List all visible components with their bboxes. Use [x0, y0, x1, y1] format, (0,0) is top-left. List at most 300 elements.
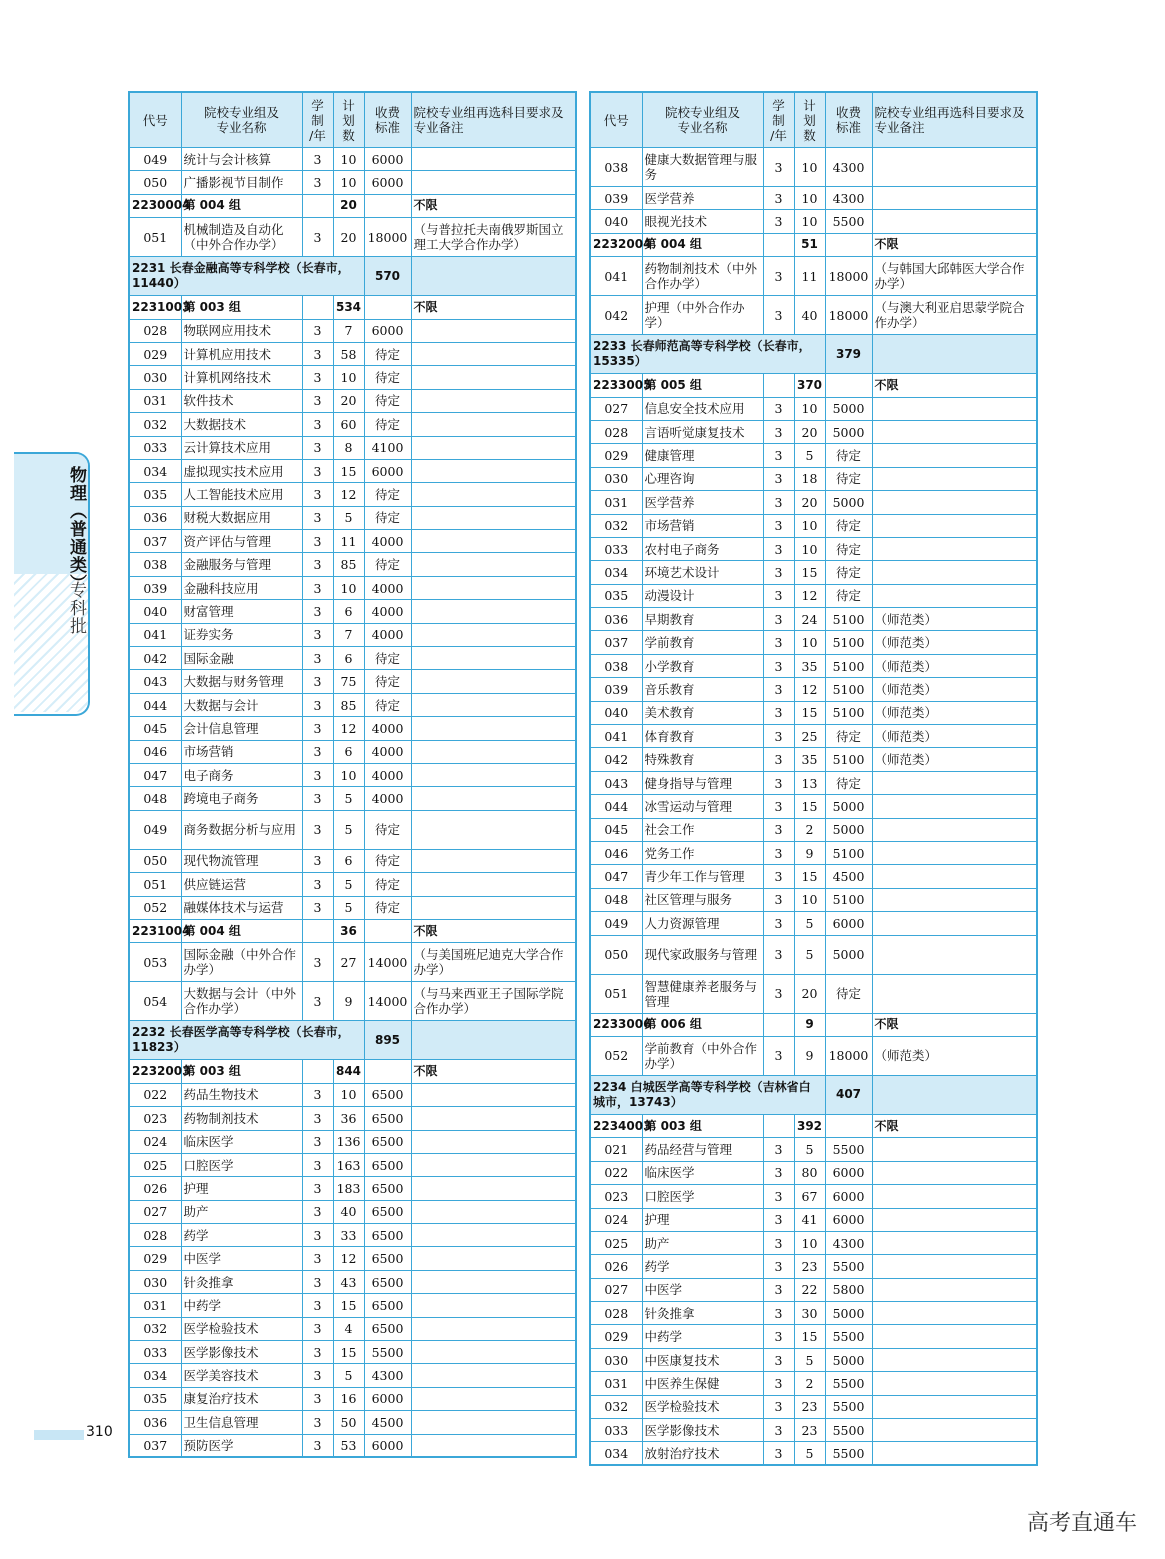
fee-cell: 待定	[364, 342, 411, 365]
fee-cell: 待定	[825, 537, 872, 560]
table-row	[129, 1387, 576, 1410]
table-row	[590, 561, 1037, 584]
major-name-cell: 软件技术	[181, 389, 302, 412]
empty-cell	[411, 1021, 576, 1060]
years-cell: 3	[763, 888, 794, 911]
code-cell: 032	[590, 514, 642, 537]
plan-cell: 20	[794, 420, 825, 443]
years-cell: 3	[302, 1083, 333, 1106]
plan-cell: 41	[794, 1208, 825, 1231]
plan-cell: 10	[794, 888, 825, 911]
fee-cell: 5000	[825, 818, 872, 841]
table-row	[129, 849, 576, 872]
plan-cell: 7	[333, 319, 364, 342]
years-cell: 3	[763, 1036, 794, 1075]
fee-cell: 6500	[364, 1177, 411, 1200]
major-name-cell: 护理	[181, 1177, 302, 1200]
code-cell: 027	[129, 1200, 181, 1223]
note-cell	[872, 1442, 1037, 1465]
header-fee: 收费 标准	[825, 92, 872, 148]
years-cell: 3	[302, 982, 333, 1021]
table-row	[129, 717, 576, 740]
major-name-cell: 农村电子商务	[642, 537, 763, 560]
fee-cell: 5000	[825, 795, 872, 818]
major-name-cell: 中医学	[642, 1278, 763, 1301]
fee-cell: 6500	[364, 1130, 411, 1153]
header-name: 院校专业组及 专业名称	[181, 92, 302, 148]
code-cell: 045	[590, 818, 642, 841]
note-cell	[872, 444, 1037, 467]
years-cell: 3	[302, 389, 333, 412]
plan-cell: 5	[794, 912, 825, 935]
note-cell: （与美国班尼迪克大学合作办学）	[411, 943, 576, 982]
fee-cell: 待定	[364, 693, 411, 716]
plan-cell: 12	[333, 483, 364, 506]
major-name-cell: 口腔医学	[642, 1185, 763, 1208]
header-plan: 计 划 数	[333, 92, 364, 148]
table-row	[129, 1270, 576, 1293]
code-cell: 026	[129, 1177, 181, 1200]
plan-cell: 20	[333, 218, 364, 257]
fee-cell: 待定	[825, 584, 872, 607]
group-row	[129, 194, 576, 217]
plan-cell: 36	[333, 919, 364, 942]
table-row	[129, 1107, 576, 1130]
plan-cell: 5	[794, 444, 825, 467]
plan-cell: 23	[794, 1419, 825, 1442]
code-cell: 028	[129, 319, 181, 342]
table-row	[590, 187, 1037, 210]
table-row	[129, 600, 576, 623]
years-cell: 3	[302, 1153, 333, 1176]
code-cell: 049	[129, 810, 181, 849]
note-cell: （与马来西亚王子国际学院合作办学）	[411, 982, 576, 1021]
table-row	[129, 1317, 576, 1340]
years-cell: 3	[763, 491, 794, 514]
plan-cell: 15	[794, 561, 825, 584]
note-cell	[411, 413, 576, 436]
fee-cell: 6500	[364, 1107, 411, 1130]
fee-cell: 4000	[364, 576, 411, 599]
note-cell	[872, 841, 1037, 864]
plan-cell: 5	[333, 810, 364, 849]
enrollment-table-right	[589, 91, 1038, 1466]
table-row	[129, 623, 576, 646]
code-cell: 033	[590, 537, 642, 560]
code-cell: 032	[590, 1395, 642, 1418]
fee-cell: 6500	[364, 1270, 411, 1293]
plan-cell: 5	[333, 896, 364, 919]
note-cell	[411, 623, 576, 646]
major-name-cell: 药品经营与管理	[642, 1138, 763, 1161]
plan-cell: 40	[333, 1200, 364, 1223]
header-note: 院校专业组再选科目要求及专业备注	[411, 92, 576, 148]
plan-cell: 20	[794, 491, 825, 514]
major-name-cell: 融媒体技术与运营	[181, 896, 302, 919]
table-row	[129, 787, 576, 810]
empty-cell	[872, 335, 1037, 374]
years-cell	[763, 374, 794, 397]
plan-cell: 15	[794, 1325, 825, 1348]
table-row	[590, 748, 1037, 771]
code-cell: 053	[129, 943, 181, 982]
code-cell: 030	[129, 1270, 181, 1293]
years-cell: 3	[302, 1364, 333, 1387]
fee-cell: 4300	[364, 1364, 411, 1387]
major-name-cell: 药物制剂技术（中外合作办学）	[642, 257, 763, 296]
plan-cell: 18	[794, 467, 825, 490]
code-cell: 050	[129, 849, 181, 872]
years-cell: 3	[763, 912, 794, 935]
plan-cell: 5	[333, 787, 364, 810]
fee-cell: 6000	[364, 459, 411, 482]
plan-cell: 10	[794, 514, 825, 537]
code-cell: 027	[590, 397, 642, 420]
table-row	[590, 608, 1037, 631]
table-row	[590, 1185, 1037, 1208]
table-row	[590, 1372, 1037, 1395]
note-cell: （师范类）	[872, 725, 1037, 748]
fee-cell: 5500	[825, 1325, 872, 1348]
fee-cell: 待定	[825, 467, 872, 490]
table-row	[129, 1177, 576, 1200]
plan-cell: 40	[794, 296, 825, 335]
table-row	[590, 678, 1037, 701]
note-cell	[411, 436, 576, 459]
plan-cell: 6	[333, 600, 364, 623]
code-cell: 035	[129, 1387, 181, 1410]
major-name-cell: 中药学	[642, 1325, 763, 1348]
plan-cell: 10	[333, 148, 364, 171]
major-name-cell: 放射治疗技术	[642, 1442, 763, 1465]
plan-cell: 9	[794, 1013, 825, 1036]
table-row	[129, 763, 576, 786]
code-cell: 041	[129, 623, 181, 646]
major-name-cell: 环境艺术设计	[642, 561, 763, 584]
plan-cell: 2	[794, 818, 825, 841]
years-cell: 3	[302, 319, 333, 342]
code-cell: 031	[129, 389, 181, 412]
plan-cell: 20	[333, 389, 364, 412]
fee-cell: 5500	[825, 210, 872, 233]
major-name-cell: 第 004 组	[642, 233, 763, 256]
note-cell	[872, 771, 1037, 794]
fee-cell: 6000	[364, 319, 411, 342]
years-cell: 3	[763, 771, 794, 794]
fee-cell: 14000	[364, 982, 411, 1021]
plan-cell: 33	[333, 1224, 364, 1247]
note-cell	[411, 1177, 576, 1200]
years-cell: 3	[302, 576, 333, 599]
fee-cell: 待定	[364, 366, 411, 389]
note-cell	[411, 896, 576, 919]
note-cell	[411, 1411, 576, 1434]
note-cell	[411, 553, 576, 576]
plan-cell: 5	[794, 1138, 825, 1161]
code-cell: 044	[129, 693, 181, 716]
major-name-cell: 金融科技应用	[181, 576, 302, 599]
fee-cell: 6500	[364, 1200, 411, 1223]
code-cell: 038	[590, 654, 642, 677]
table-row	[590, 1036, 1037, 1075]
years-cell: 3	[763, 1231, 794, 1254]
years-cell: 3	[302, 1107, 333, 1130]
fee-cell: 6000	[825, 1185, 872, 1208]
table-row	[129, 389, 576, 412]
years-cell: 3	[763, 1255, 794, 1278]
fee-cell: 待定	[364, 810, 411, 849]
enrollment-table-left	[128, 91, 577, 1458]
table-row	[590, 818, 1037, 841]
years-cell: 3	[302, 459, 333, 482]
plan-cell: 12	[333, 1247, 364, 1270]
major-name-cell: 言语听觉康复技术	[642, 420, 763, 443]
major-name-cell: 学前教育	[642, 631, 763, 654]
code-cell: 029	[590, 1325, 642, 1348]
fee-cell: 6000	[825, 912, 872, 935]
years-cell: 3	[763, 974, 794, 1013]
major-name-cell: 会计信息管理	[181, 717, 302, 740]
code-cell: 036	[590, 608, 642, 631]
table-row	[590, 444, 1037, 467]
note-cell	[872, 1231, 1037, 1254]
page-number-bar	[34, 1430, 84, 1440]
plan-cell: 51	[794, 233, 825, 256]
plan-cell: 85	[333, 553, 364, 576]
code-cell: 033	[129, 436, 181, 459]
code-cell: 047	[590, 865, 642, 888]
major-name-cell: 健康大数据管理与服务	[642, 148, 763, 187]
fee-cell: 4000	[364, 600, 411, 623]
table-row	[590, 491, 1037, 514]
fee-cell: 18000	[825, 257, 872, 296]
years-cell: 3	[302, 1434, 333, 1457]
note-cell	[411, 1083, 576, 1106]
years-cell: 3	[763, 467, 794, 490]
batch-label: 专科批	[66, 581, 86, 635]
fee-cell: 待定	[825, 725, 872, 748]
years-cell: 3	[763, 631, 794, 654]
code-cell: 024	[590, 1208, 642, 1231]
major-name-cell: 体育教育	[642, 725, 763, 748]
group-row	[590, 233, 1037, 256]
code-cell: 043	[129, 670, 181, 693]
plan-cell: 5	[794, 1348, 825, 1371]
table-row	[590, 841, 1037, 864]
school-plan-count: 407	[825, 1075, 872, 1114]
table-row	[129, 1294, 576, 1317]
code-cell: 042	[590, 296, 642, 335]
fee-cell: 5100	[825, 631, 872, 654]
table-row	[129, 413, 576, 436]
years-cell: 3	[763, 654, 794, 677]
plan-cell: 50	[333, 1411, 364, 1434]
plan-cell: 43	[333, 1270, 364, 1293]
years-cell: 3	[302, 670, 333, 693]
note-cell: （师范类）	[872, 748, 1037, 771]
fee-cell: 6500	[364, 1224, 411, 1247]
plan-cell: 12	[794, 584, 825, 607]
major-name-cell: 药品生物技术	[181, 1083, 302, 1106]
fee-cell: 待定	[825, 974, 872, 1013]
code-cell: 047	[129, 763, 181, 786]
empty-cell	[872, 1075, 1037, 1114]
fee-cell: 5100	[825, 748, 872, 771]
table-row	[590, 537, 1037, 560]
table-row	[590, 1255, 1037, 1278]
years-cell: 3	[763, 187, 794, 210]
plan-cell: 10	[333, 763, 364, 786]
code-cell: 025	[129, 1153, 181, 1176]
years-cell: 3	[302, 693, 333, 716]
plan-cell: 23	[794, 1255, 825, 1278]
code-cell: 030	[590, 467, 642, 490]
plan-cell: 10	[794, 397, 825, 420]
plan-cell: 10	[333, 576, 364, 599]
fee-cell: 6000	[364, 171, 411, 194]
note-cell	[872, 1325, 1037, 1348]
major-name-cell: 早期教育	[642, 608, 763, 631]
fee-cell: 待定	[364, 896, 411, 919]
years-cell: 3	[302, 873, 333, 896]
note-cell: （师范类）	[872, 1036, 1037, 1075]
note-cell: 不限	[411, 296, 576, 319]
note-cell	[411, 506, 576, 529]
table-row	[590, 584, 1037, 607]
note-cell	[411, 1130, 576, 1153]
years-cell: 3	[302, 530, 333, 553]
fee-cell: 6500	[364, 1247, 411, 1270]
header-years: 学 制 /年	[763, 92, 794, 148]
years-cell: 3	[763, 584, 794, 607]
code-cell: 039	[590, 187, 642, 210]
major-name-cell: 财税大数据应用	[181, 506, 302, 529]
years-cell: 3	[763, 561, 794, 584]
table-row	[590, 701, 1037, 724]
fee-cell: 6500	[364, 1294, 411, 1317]
note-cell	[872, 1161, 1037, 1184]
code-cell: 034	[129, 459, 181, 482]
major-name-cell: 供应链运营	[181, 873, 302, 896]
plan-cell: 22	[794, 1278, 825, 1301]
note-cell	[411, 148, 576, 171]
fee-cell: 待定	[364, 389, 411, 412]
note-cell	[872, 1138, 1037, 1161]
table-row	[129, 896, 576, 919]
years-cell: 3	[763, 257, 794, 296]
code-cell: 041	[590, 725, 642, 748]
table-row	[129, 1434, 576, 1457]
plan-cell: 80	[794, 1161, 825, 1184]
fee-cell: 待定	[364, 553, 411, 576]
code-cell: 040	[590, 701, 642, 724]
years-cell: 3	[763, 841, 794, 864]
note-cell	[411, 1200, 576, 1223]
major-name-cell: 药物制剂技术	[181, 1107, 302, 1130]
major-name-cell: 大数据与财务管理	[181, 670, 302, 693]
table-row	[129, 1247, 576, 1270]
years-cell: 3	[763, 296, 794, 335]
major-name-cell: 人工智能技术应用	[181, 483, 302, 506]
fee-cell: 18000	[825, 296, 872, 335]
table-row	[129, 1224, 576, 1247]
note-cell	[411, 670, 576, 693]
major-name-cell: 国际金融（中外合作办学）	[181, 943, 302, 982]
plan-cell: 67	[794, 1185, 825, 1208]
plan-cell: 5	[794, 1442, 825, 1465]
major-name-cell: 证券实务	[181, 623, 302, 646]
plan-cell: 15	[333, 459, 364, 482]
code-cell: 034	[590, 561, 642, 584]
group-row	[129, 919, 576, 942]
fee-cell: 待定	[364, 873, 411, 896]
years-cell: 3	[302, 717, 333, 740]
years-cell: 3	[302, 1294, 333, 1317]
major-name-cell: 资产评估与管理	[181, 530, 302, 553]
fee-cell: 待定	[364, 647, 411, 670]
plan-cell: 5	[333, 506, 364, 529]
major-name-cell: 医学营养	[642, 187, 763, 210]
school-plan-count: 895	[364, 1021, 411, 1060]
table-row	[590, 1348, 1037, 1371]
table-row	[590, 771, 1037, 794]
table-row	[590, 148, 1037, 187]
plan-cell: 85	[333, 693, 364, 716]
major-name-cell: 第 003 组	[181, 296, 302, 319]
years-cell: 3	[302, 218, 333, 257]
code-cell: 051	[129, 873, 181, 896]
table-row	[590, 1138, 1037, 1161]
note-cell	[411, 483, 576, 506]
note-cell	[872, 148, 1037, 187]
school-name: 2232 长春医学高等专科学校（长春市，11823）	[129, 1021, 364, 1060]
fee-cell: 6000	[364, 148, 411, 171]
major-name-cell: 大数据技术	[181, 413, 302, 436]
major-name-cell: 药学	[181, 1224, 302, 1247]
note-cell: （师范类）	[872, 608, 1037, 631]
fee-cell: 待定	[364, 670, 411, 693]
years-cell: 3	[302, 1130, 333, 1153]
years-cell: 3	[763, 1302, 794, 1325]
plan-cell: 10	[333, 171, 364, 194]
fee-cell: 4300	[825, 148, 872, 187]
table-row	[590, 1208, 1037, 1231]
code-cell: 042	[129, 647, 181, 670]
code-cell: 030	[590, 1348, 642, 1371]
major-name-cell: 动漫设计	[642, 584, 763, 607]
table-row	[590, 420, 1037, 443]
major-name-cell: 信息安全技术应用	[642, 397, 763, 420]
major-name-cell: 特殊教育	[642, 748, 763, 771]
code-cell: 029	[590, 444, 642, 467]
fee-cell: 5100	[825, 841, 872, 864]
plan-cell: 9	[333, 982, 364, 1021]
fee-cell: 4000	[364, 717, 411, 740]
years-cell: 3	[763, 678, 794, 701]
major-name-cell: 护理	[642, 1208, 763, 1231]
note-cell	[872, 420, 1037, 443]
years-cell: 3	[302, 413, 333, 436]
years-cell: 3	[763, 1442, 794, 1465]
years-cell: 3	[302, 553, 333, 576]
header-name: 院校专业组及 专业名称	[642, 92, 763, 148]
years-cell: 3	[302, 763, 333, 786]
note-cell	[411, 1364, 576, 1387]
years-cell: 3	[302, 740, 333, 763]
note-cell	[872, 467, 1037, 490]
plan-cell: 30	[794, 1302, 825, 1325]
fee-cell: 5000	[825, 420, 872, 443]
